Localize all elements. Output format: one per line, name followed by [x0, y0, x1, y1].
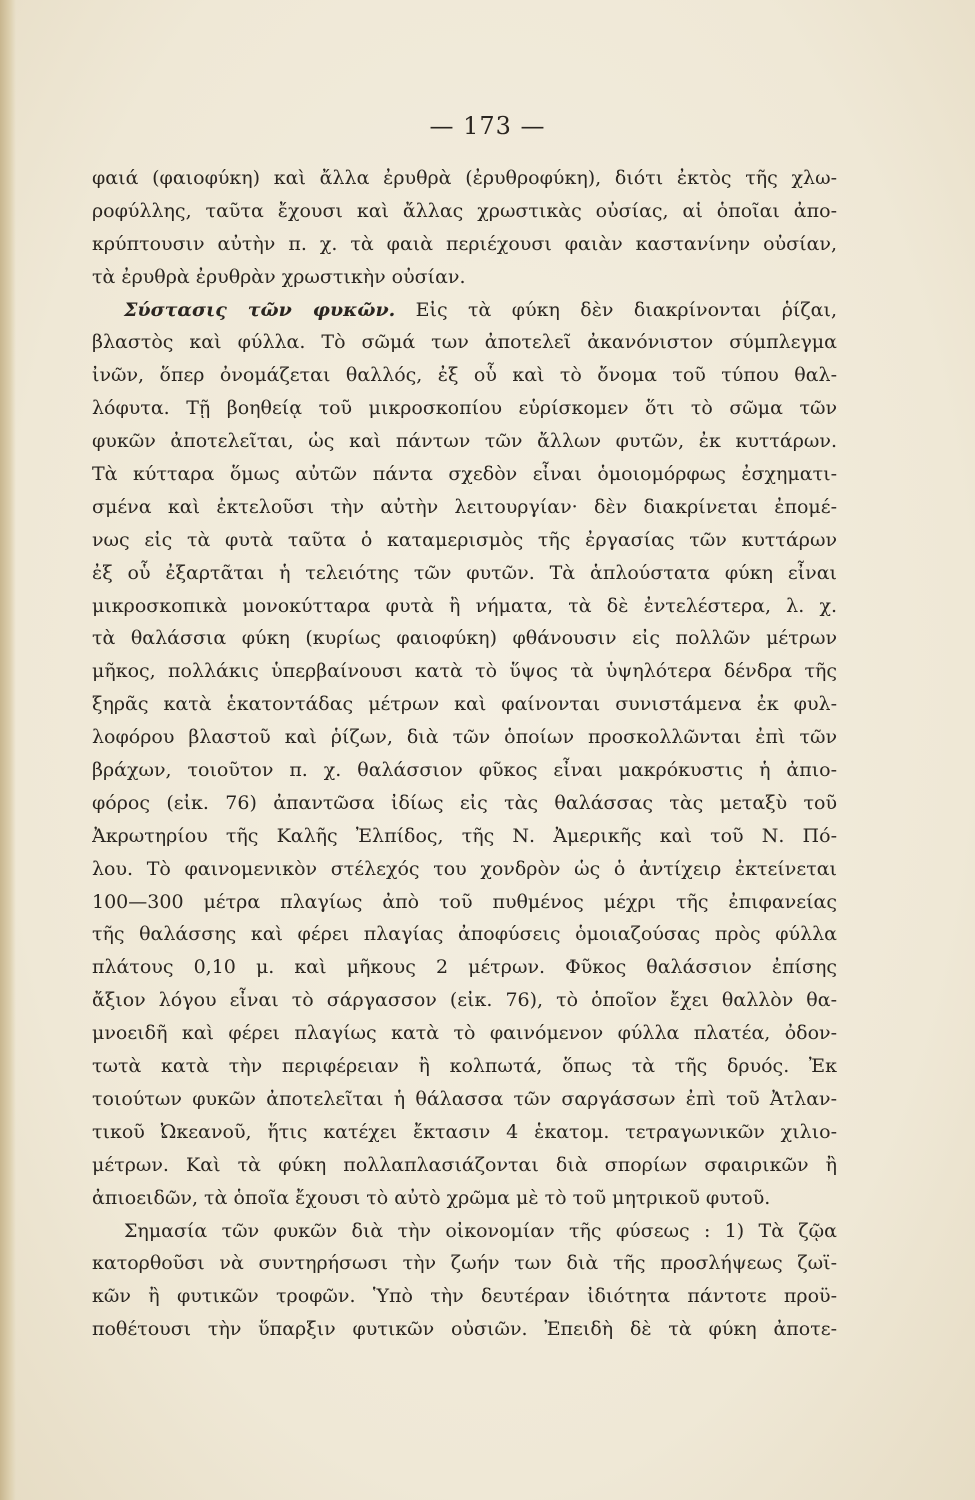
text-line: τοιούτων φυκῶν ἀποτελεῖται ἡ θάλασσα τῶν σαργάσσων ἐπὶ τοῦ Ἀτλαν-: [92, 1087, 837, 1110]
text-line: τὰ ἐρυθρὰ ἐρυθρὰν χρωστικὴν οὐσίαν.: [92, 265, 466, 288]
text-line-with-heading: [92, 294, 837, 327]
text-line: τωτὰ κατὰ τὴν περιφέρειαν ἢ κολπωτά, ὅπως τὰ τῆς δρυός. Ἐκ: [92, 1055, 837, 1078]
text-line: μικροσκοπικὰ μονοκύτταρα φυτὰ ἢ νήματα, τὰ δὲ ἐντελέστερα, λ. χ.: [92, 594, 837, 617]
text-line: μῆκος, πολλάκις ὑπερβαίνουσι κατὰ τὸ ὕψος τὰ ὑψηλότερα δένδρα τῆς: [92, 660, 837, 683]
page-edge-shadow: [0, 0, 16, 1500]
text-line: τὰ θαλάσσια φύκη (κυρίως φαιοφύκη) φθάνουσιν εἰς πολλῶν μέτρων: [92, 627, 837, 650]
text-line: Ἀκρωτηρίου τῆς Καλῆς Ἐλπίδος, τῆς Ν. Ἀμερικῆς καὶ τοῦ Ν. Πό-: [92, 824, 837, 847]
section-heading: Σύστασις τῶν φυκῶν.: [124, 298, 396, 321]
text-line: νως εἰς τὰ φυτὰ ταῦτα ὁ καταμερισμὸς τῆς ἐργασίας τῶν κυττάρων: [92, 528, 837, 551]
text-line: κῶν ἢ φυτικῶν τροφῶν. Ὑπὸ τὴν δευτέραν ἰδιότητα πάντοτε προϋ-: [92, 1285, 837, 1308]
text-line: Σημασία τῶν φυκῶν διὰ τὴν οἰκονομίαν τῆς φύσεως : 1) Τὰ ζῷα: [124, 1219, 837, 1242]
text-line: ἐξ οὗ ἐξαρτᾶται ἡ τελειότης τῶν φυτῶν. Τὰ ἁπλούστατα φύκη εἶναι: [92, 561, 837, 584]
text-line: τῆς θαλάσσης καὶ φέρει πλαγίας ἀποφύσεις ὁμοιαζούσας πρὸς φύλλα: [92, 923, 837, 946]
page-number: — 173 —: [429, 112, 546, 140]
text-line: ξηρᾶς κατὰ ἑκατοντάδας μέτρων καὶ φαίνονται συνιστάμενα ἐκ φυλ-: [92, 693, 837, 716]
text-line: μνοειδῆ καὶ φέρει πλαγίως κατὰ τὸ φαινόμενον φύλλα πλατέα, ὀδον-: [92, 1022, 837, 1045]
text-line: λόφυτα. Τῇ βοηθείᾳ τοῦ μικροσκοπίου εὑρίσκομεν ὅτι τὸ σῶμα τῶν: [92, 397, 837, 420]
text-line: κατορθοῦσι νὰ συντηρήσωσι τὴν ζωήν των διὰ τῆς προσλήψεως ζωϊ-: [92, 1252, 837, 1275]
text-line: βλαστὸς καὶ φύλλα. Τὸ σῶμά των ἀποτελεῖ ἀκανόνιστον σύμπλεγμα: [92, 331, 837, 354]
text-line-rest: Εἰς τὰ φύκη δὲν διακρίνονται ῥίζαι,: [395, 298, 837, 321]
text-line: ἰνῶν, ὅπερ ὀνομάζεται θαλλός, ἐξ οὗ καὶ τὸ ὄνομα τοῦ τύπου θαλ-: [92, 364, 837, 387]
text-line: σμένα καὶ ἐκτελοῦσι τὴν αὐτὴν λειτουργίαν· δὲν διακρίνεται ἐπομέ-: [92, 495, 837, 518]
text-line: φόρος (εἰκ. 76) ἀπαντῶσα ἰδίως εἰς τὰς θαλάσσας τὰς μεταξὺ τοῦ: [92, 791, 837, 814]
text-line: λου. Τὸ φαινομενικὸν στέλεχός του χονδρὸν ὡς ὁ ἀντίχειρ ἐκτείνεται: [92, 857, 837, 880]
text-line: πλάτους 0,10 μ. καὶ μῆκους 2 μέτρων. Φῦκος θαλάσσιον ἐπίσης: [92, 956, 837, 979]
text-line: μέτρων. Καὶ τὰ φύκη πολλαπλασιάζονται διὰ σπορίων σφαιρικῶν ἢ: [92, 1153, 837, 1176]
text-line: κρύπτουσιν αὐτὴν π. χ. τὰ φαιὰ περιέχουσι φαιὰν καστανίνην οὐσίαν,: [92, 232, 837, 255]
text-line: τικοῦ Ὠκεανοῦ, ἥτις κατέχει ἔκτασιν 4 ἑκατομ. τετραγωνικῶν χιλιο-: [92, 1120, 837, 1143]
text-line: φυκῶν ἀποτελεῖται, ὡς καὶ πάντων τῶν ἄλλων φυτῶν, ἐκ κυττάρων.: [92, 430, 837, 453]
text-line: βράχων, τοιοῦτον π. χ. θαλάσσιον φῦκος εἶναι μακρόκυστις ἡ ἀπιο-: [92, 759, 837, 782]
text-line: λοφόρου βλαστοῦ καὶ ῥίζων, διὰ τῶν ὁποίων προσκολλῶνται ἐπὶ τῶν: [92, 726, 837, 749]
text-line: ἄξιον λόγου εἶναι τὸ σάργασσον (εἰκ. 76), τὸ ὁποῖον ἔχει θαλλὸν θα-: [92, 989, 837, 1012]
text-line: ἀπιοειδῶν, τὰ ὁποῖα ἔχουσι τὸ αὐτὸ χρῶμα μὲ τὸ τοῦ μητρικοῦ φυτοῦ.: [92, 1186, 771, 1209]
text-line: Τὰ κύτταρα ὅμως αὐτῶν πάντα σχεδὸν εἶναι ὁμοιομόρφως ἐσχηματι-: [92, 463, 837, 486]
text-line: 100—300 μέτρα πλαγίως ἀπὸ τοῦ πυθμένος μέχρι τῆς ἐπιφανείας: [92, 890, 837, 913]
text-line: φαιά (φαιοφύκη) καὶ ἄλλα ἐρυθρὰ (ἐρυθροφύκη), διότι ἐκτὸς τῆς χλω-: [92, 167, 837, 189]
text-line: ροφύλλης, ταῦτα ἔχουσι καὶ ἄλλας χρωστικὰς οὐσίας, αἱ ὁποῖαι ἀπο-: [92, 199, 837, 222]
body-text: [92, 162, 837, 1346]
text-line: ποθέτουσι τὴν ὕπαρξιν φυτικῶν οὐσιῶν. Ἐπειδὴ δὲ τὰ φύκη ἀποτε-: [92, 1318, 837, 1341]
